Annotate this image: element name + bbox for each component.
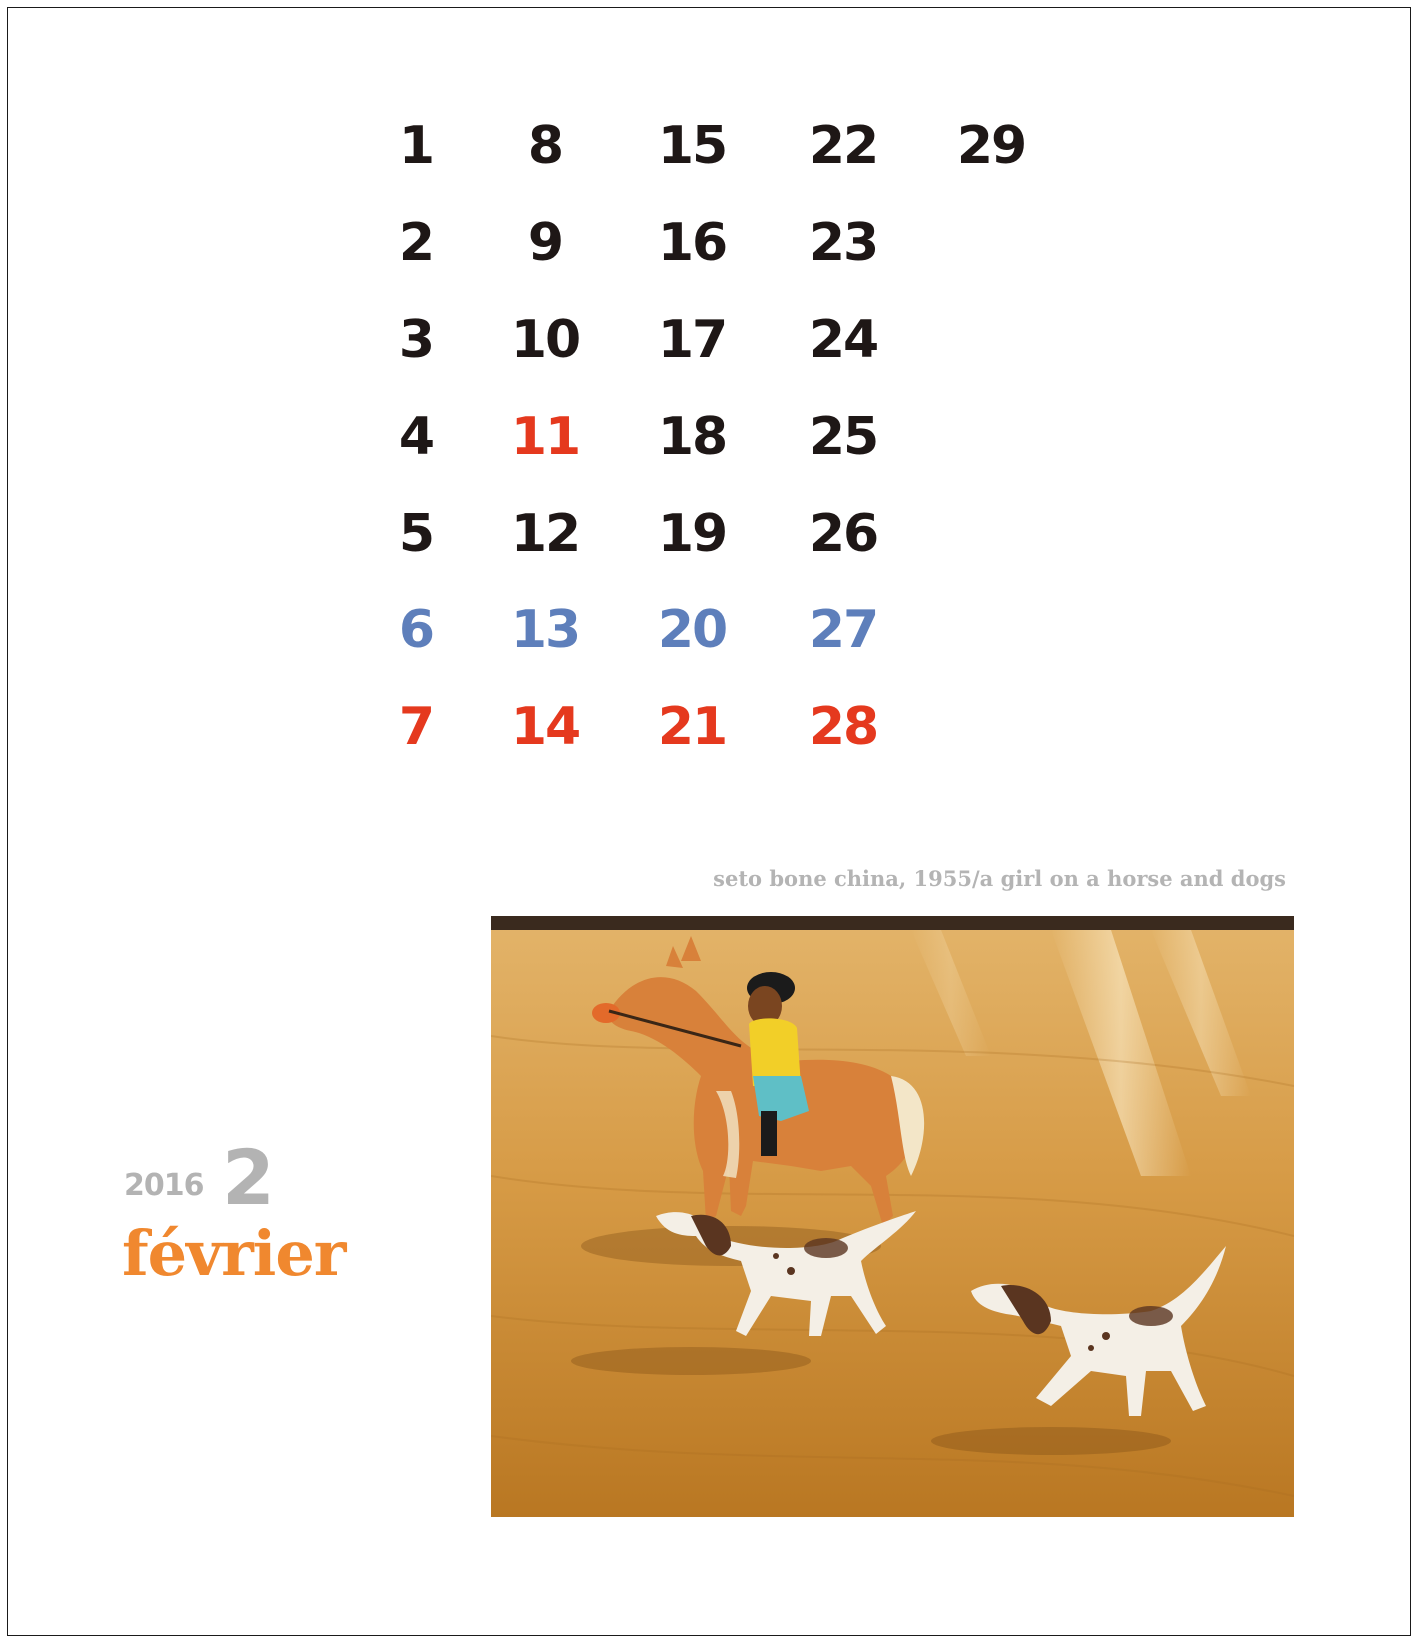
date-cell: 5	[398, 504, 434, 564]
sunday-date-cell: 14	[510, 697, 580, 757]
month-name: février	[122, 1217, 346, 1290]
photo-caption: seto bone china, 1955/a girl on a horse and dogs	[713, 866, 1286, 891]
date-cell: 8	[527, 116, 563, 176]
sunday-date-cell: 7	[398, 697, 434, 757]
date-cell: 23	[808, 213, 878, 273]
date-cell: 26	[808, 504, 878, 564]
date-cell: 9	[527, 213, 563, 273]
date-cell: 19	[657, 504, 727, 564]
date-cell: 1	[398, 116, 434, 176]
photo-figurines	[491, 916, 1294, 1517]
date-cell: 17	[657, 310, 727, 370]
date-cell: 4	[398, 407, 434, 467]
holiday-date-cell: 11	[510, 407, 580, 467]
saturday-date-cell: 27	[808, 600, 878, 660]
date-cell: 25	[808, 407, 878, 467]
date-cell: 2	[398, 213, 434, 273]
date-cell: 24	[808, 310, 878, 370]
sunday-date-cell: 28	[808, 697, 878, 757]
date-cell: 12	[510, 504, 580, 564]
date-cell: 3	[398, 310, 434, 370]
date-cell: 29	[956, 116, 1026, 176]
sunday-date-cell: 21	[657, 697, 727, 757]
saturday-date-cell: 13	[510, 600, 580, 660]
photo-illustration	[491, 916, 1294, 1517]
date-cell: 16	[657, 213, 727, 273]
date-cell: 18	[657, 407, 727, 467]
date-cell: 10	[510, 310, 580, 370]
saturday-date-cell: 6	[398, 600, 434, 660]
month-number: 2	[222, 1133, 275, 1222]
date-cell: 22	[808, 116, 878, 176]
date-cell: 15	[657, 116, 727, 176]
year-label: 2016	[124, 1168, 204, 1203]
saturday-date-cell: 20	[657, 600, 727, 660]
